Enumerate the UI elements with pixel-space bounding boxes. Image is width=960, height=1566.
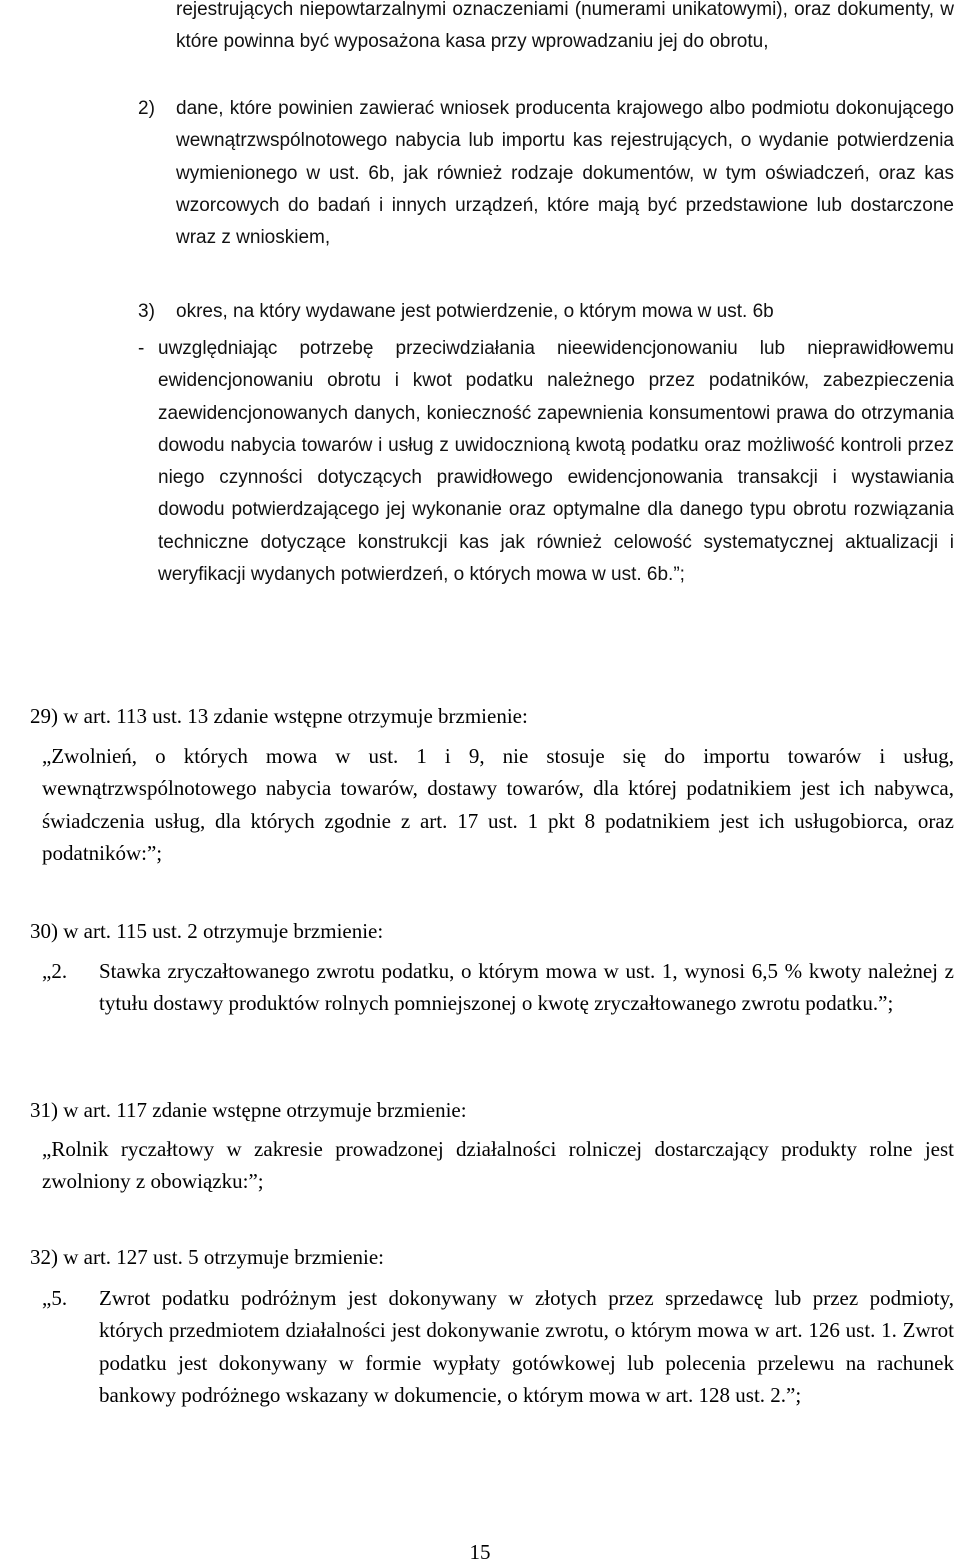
item-3-number: 3): [138, 301, 155, 322]
item-30-sub-number: „2.: [42, 959, 68, 983]
item-2-number: 2): [138, 98, 155, 119]
item-2-text: dane, które powinien zawierać wniosek producenta krajowego albo podmiotu dokonującego wewnątrzwspólnotowego nabycia lub importu kas rejestrujących, o wydanie potwierdzenia wymienionego w ust. 6b, jak również rodzaje dokumentów, w tym oświadczeń, oraz kas wzorcowych do badań i innych urządzeń, które mają być przedstawione lub dostarczone wraz z wnioskiem,: [176, 98, 954, 249]
item-31-heading: 31) w art. 117 zdanie wstępne otrzymuje brzmienie:: [30, 1098, 467, 1122]
continuation-text: rejestrujących niepowtarzalnymi oznaczeniami (numerami unikatowymi), oraz dokumenty, w które powinna być wyposażona kasa przy wprowadzaniu jej do obrotu,: [176, 0, 954, 53]
item-32-text: Zwrot podatku podróżnym jest dokonywany w złotych przez sprzedawcę lub przez podmioty, których przedmiotem działalności jest dokonywanie zwrotu, o którym mowa w art. 126 ust. 1. Zwrot podatku jest dokonywany w formie wypłaty gotówkowej lub polecenia przelewu na rachunek bankowy podróżnego wskazany w dokumencie, o którym mowa w art. 128 ust. 2.”;: [99, 1286, 954, 1407]
page-number: 15: [469, 1540, 491, 1564]
item-31-text: „Rolnik ryczałtowy w zakresie prowadzonej działalności rolniczej dostarczający produkty rolne jest zwolniony z obowiązku:”;: [42, 1137, 954, 1194]
dash-text: uwzględniając potrzebę przeciwdziałania nieewidencjonowaniu lub nieprawidłowemu ewidencjonowaniu obrotu i kwot podatku należnego przez podatników, zabezpieczenia zaewidencjonowanych danych, konieczność zapewnienia konsumentowi prawa do otrzymania dowodu nabycia towarów i usług z uwidocznioną kwotą podatku oraz możliwość kontroli przez niego czynności dotyczących prawidłowego ewidencjonowania transakcji i wystawiania dowodu potwierdzającego jej wykonanie oraz optymalne dla danego typu obrotu rozwiązania techniczne dotyczące konstrukcji kas jak również celowość systematycznej aktualizacji i weryfikacji wydanych potwierdzeń, o których mowa w ust. 6b.”;: [158, 338, 954, 586]
dash-marker: -: [138, 338, 145, 359]
item-3-text: okres, na który wydawane jest potwierdzenie, o którym mowa w ust. 6b: [176, 301, 774, 322]
item-30-text: Stawka zryczałtowanego zwrotu podatku, o którym mowa w ust. 1, wynosi 6,5 % kwoty należnej z tytułu dostawy produktów rolnych pomniejszonej o kwotę zryczałtowanego zwrotu podatku.”;: [99, 959, 954, 1016]
item-32-sub-number: „5.: [42, 1286, 68, 1310]
item-29-text: „Zwolnień, o których mowa w ust. 1 i 9, nie stosuje się do importu towarów i usług, wewnątrzwspólnotowego nabycia towarów, dostawy towarów, dla której podatnikiem jest ich nabywca, świadczenia usług, dla których zgodnie z art. 17 ust. 1 pkt 8 podatnikiem jest ich usługobiorca, oraz podatników:”;: [42, 744, 954, 865]
item-29-heading: 29) w art. 113 ust. 13 zdanie wstępne otrzymuje brzmienie:: [30, 704, 528, 728]
item-30-heading: 30) w art. 115 ust. 2 otrzymuje brzmienie:: [30, 919, 384, 943]
item-32-heading: 32) w art. 127 ust. 5 otrzymuje brzmienie:: [30, 1245, 384, 1269]
